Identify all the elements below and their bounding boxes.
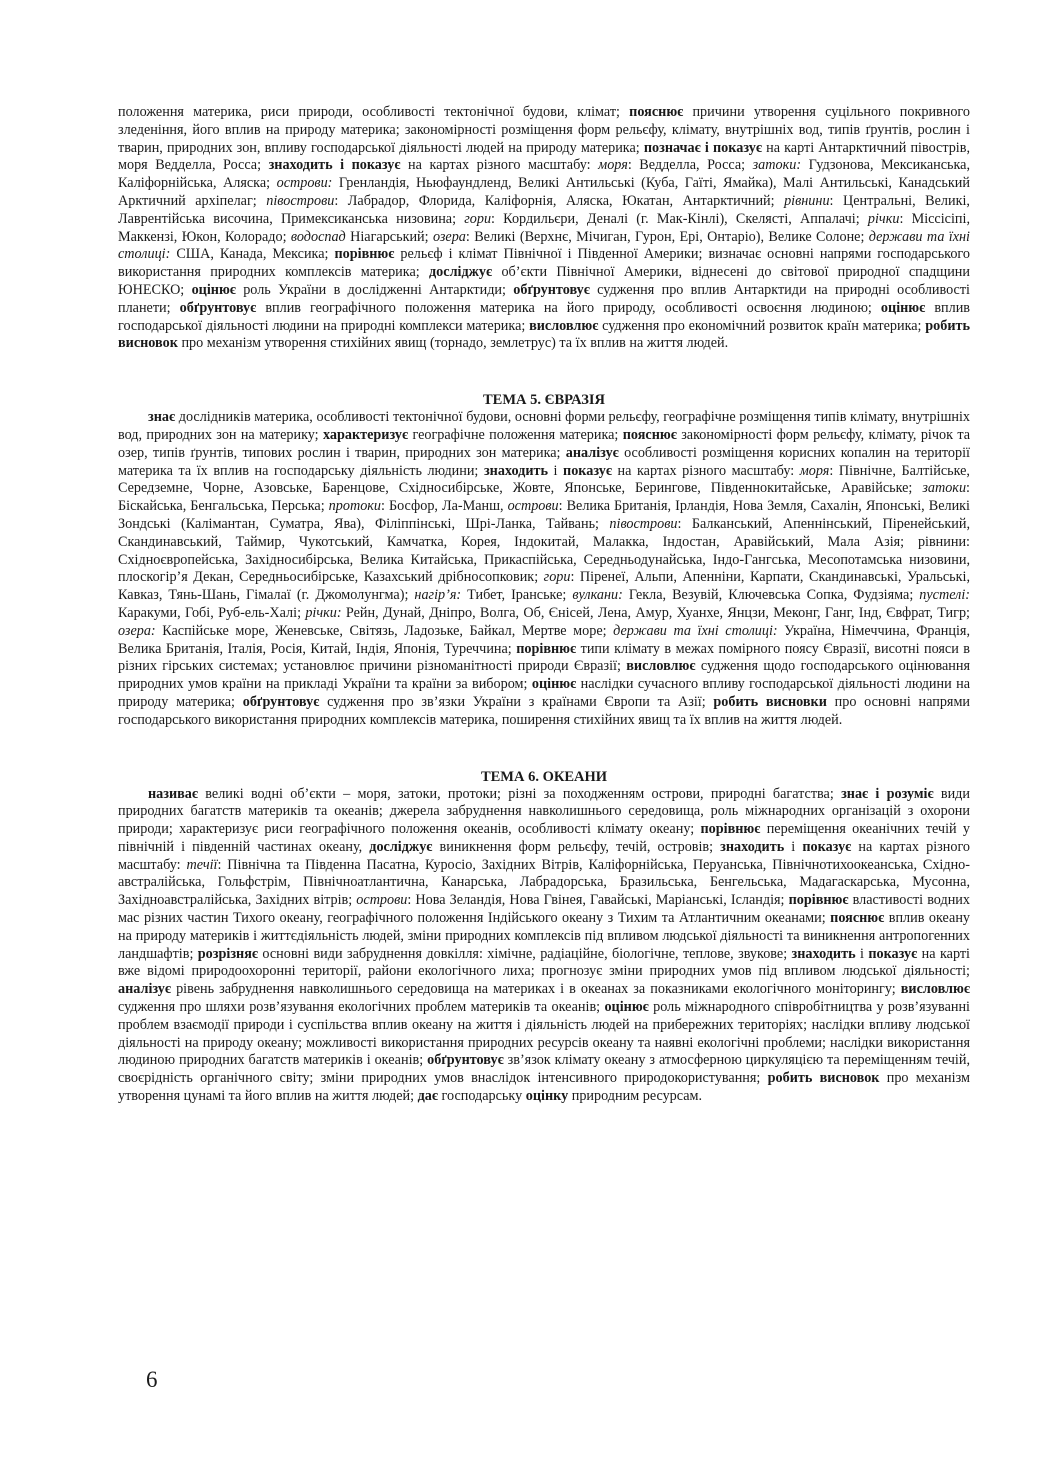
italic-term: течії [186, 856, 218, 873]
bold-term: показує [563, 462, 612, 479]
bold-term: знає [148, 409, 176, 426]
bold-term: оцінює [880, 299, 926, 316]
bold-term: знаходить [720, 838, 785, 855]
section-6-title: ТЕМА 6. ОКЕАНИ [480, 768, 608, 785]
bold-term: досліджує [429, 264, 493, 281]
italic-term: водоспад [290, 228, 346, 245]
italic-term: держави та їхні столиці: [613, 622, 778, 639]
bold-term: робить висновок [118, 317, 970, 352]
bold-term: висловлює [626, 658, 696, 675]
italic-term: острови [356, 892, 408, 909]
bold-term: дає [417, 1088, 438, 1105]
italic-term: протоки [328, 498, 382, 515]
bold-term: знаходить [791, 945, 856, 962]
bold-term: пояснює [629, 104, 684, 120]
page-content [118, 104, 970, 1106]
bold-term: робить висновки [713, 693, 827, 710]
italic-term: півострови [609, 515, 678, 532]
bold-term: знаходить [483, 462, 548, 479]
italic-term: озера [432, 228, 466, 245]
bold-term: обґрунтовує [513, 281, 590, 298]
italic-term: пустелі: [919, 587, 970, 604]
bold-term: знає і розуміє [841, 785, 934, 802]
italic-term: річки: [305, 604, 342, 621]
bold-term: знаходить і показує [268, 157, 401, 174]
bold-term: обґрунтовує [179, 299, 257, 316]
bold-term: оцінює [191, 281, 236, 298]
bold-term: оцінює [531, 676, 577, 693]
italic-term: моря [598, 157, 628, 174]
bold-term: досліджує [369, 838, 433, 855]
section-5-paragraph: знає дослідників материка, особливості тектонічної будови, основні форми рельєфу, географічне розміщення типів клімату, внутрішніх вод, природних зон на материку; характеризує географічне положення материка; пояснює закономірності форм рельєфу, клімату, річок та озер, типів ґрунтів, типових рослин і тварин, природних зон материка; аналізує особливості розміщення корисних копалин на території материка та їх вплив на господарську діяльність людини; знаходить і показує на картах різного масштабу: моря: Північне, Балтійське, Середземне, Чорне, Азовське, Баренцове, Східносибірське, Жовте, Японське, Берингове, Південнокитайське, Аравійське; затоки: Біскайська, Бенгальська, Перська; протоки: Босфор, Ла-Манш, острови: Велика Британія, Ірландія, Нова Земля, Сахалін, Японські, Великі Зондські (Калімантан, Суматра, Ява), Філіппінські, Шрі-Ланка, Тайвань; півострови: Балканський, Апеннінський, Піренейський, Скандинавський, Таймир, Чукотський, Камчатка, Корея, Індокитай, Малакка, Індостан, Аравійський, Мала Азія; рівнини: Східноєвропейська, Західносибірська, Велика Китайська, Прикаспійська, Середньодунайська, Індо-Гангська, Месопотамська низовини, плоскогір’я Декан, Середньосибірське, Казахський дрібносопковик; гори: Піренеї, Альпи, Апенніни, Карпати, Скандинавські, Уральські, Кавказ, Тянь-Шань, Гімалаї (г. Джомолунгма); нагір’я: Тибет, Іранське; вулкани: Гекла, Везувій, Ключевська Сопка, Фудзіяма; пустелі: Каракуми, Гобі, Руб-ель-Халі; річки: Рейн, Дунай, Дніпро, Волга, Об, Єнісей, Лена, Амур, Хуанхе, Янцзи, Меконг, Ганг, Інд, Євфрат, Тигр; озера: Каспійське море, Женевське, Світязь, Ладозьке, Байкал, Мертве море; держави та їхні столиці: Україна, Німеччина, Франція, Велика Британія, Італія, Росія, Китай, Індія, Японія, Туреччина; порівнює типи клімату в межах помірного поясу Євразії, висотні пояси в різних гірських системах; установлює причини різноманітності природи Євразії; висловлює судження щодо господарського оцінювання природних умов країни на прикладі України та країни за вибором; оцінює наслідки сучасного впливу господарської діяльності людини на природу материка; обґрунтовує судження про зв’язки України з країнами Європи та Азії; робить висновки про основні напрями господарського використання природних комплексів материка, поширення стихійних явищ та їх вплив на життя людей. [118, 409, 971, 728]
bold-term: називає [148, 785, 199, 802]
bold-term: аналізує [565, 444, 619, 461]
bold-term: характеризує [322, 426, 409, 443]
bold-term: обґрунтовує [242, 693, 320, 710]
italic-term: рівнини [784, 192, 830, 209]
bold-term: оцінює [604, 999, 649, 1016]
italic-term: вулкани: [572, 587, 623, 604]
page-number: 6 [146, 1367, 158, 1392]
bold-term: пояснює [830, 910, 885, 927]
bold-term: порівнює [788, 892, 849, 909]
italic-term: нагір’я: [414, 587, 462, 604]
bold-term: робить висновок [767, 1070, 880, 1087]
bold-term: аналізує [118, 981, 172, 998]
italic-term: гори [464, 210, 492, 227]
italic-term: острови [507, 498, 559, 515]
bold-term: позначає і показує [643, 139, 762, 156]
bold-term: пояснює [622, 426, 677, 443]
italic-term: моря [799, 462, 830, 479]
bold-term: показує [868, 945, 918, 962]
italic-term: річки [867, 210, 900, 227]
italic-term: держави та їхні столиці: [118, 228, 970, 263]
italic-term: півострови [266, 192, 335, 209]
bold-term: порівнює [516, 640, 577, 657]
bold-term: показує [802, 838, 852, 855]
bold-term: порівнює [334, 246, 395, 263]
italic-term: гори [543, 569, 571, 586]
bold-term: оцінку [525, 1088, 569, 1105]
bold-term: висловлює [900, 981, 970, 998]
bold-term: порівнює [700, 821, 761, 838]
section-5-title: ТЕМА 5. ЄВРАЗІЯ [482, 392, 605, 409]
bold-term: розрізняє [197, 945, 258, 962]
italic-term: озера: [118, 622, 156, 639]
section-6-paragraph: називає великі водні об’єкти – моря, затоки, протоки; різні за походженням острови, природні багатства; знає і розуміє види природних багатств материків та океанів; джерела забруднення навколишнього середовища, роль міжнародних організацій з охорони природи; характеризує риси географічного положення океанів, особливості клімату океану; порівнює переміщення океанічних течій у північній і південній частинах океану, досліджує виникнення форм рельєфу, течій, островів; знаходить і показує на картах різного масштабу: течії: Північна та Південна Пасатна, Куросіо, Західних Вітрів, Каліфорнійська, Перуанська, Північнотихоокеанська, Східноавстралійська, Гольфстрім, Північноатлантична, Канарська, Лабрадорська, Бразильська, Бенгельська, Мадагаскарська, Мусонна, Західноавстралійська, Західних вітрів; острови: Нова Зеландія, Нова Гвінея, Гавайські, Маріанські, Ісландія; порівнює властивості водних мас різних частин Тихого океану, географічного положення Індійського океану з Тихим та Атлантичним океанами; пояснює вплив океану на природу материків і життєдіяльність людей, зміни природних комплексів під впливом людської діяльності та виникнення антропогенних ландшафтів; розрізняє основні види забруднення довкілля: хімічне, радіаційне, біологічне, теплове, звукове; знаходить і показує на карті вже відомі природоохоронні території, райони екологічного лиха; прогнозує зміни природних умов під впливом людської діяльності; аналізує рівень забруднення навколишнього середовища на материках і в океанах за показниками екологічного моніторингу; висловлює судження про шляхи розв’язування екологічних проблем материків та океанів; оцінює роль міжнародного співробітництва у розв’язуванні проблем взаємодії природи і суспільства вплив океану на життя і діяльність людей на прибережних територіях; наслідки впливу людської діяльності на природу океану; можливості використання природних ресурсів океану та наявні екологічні проблеми; наслідки використання людиною природних багатств материків і океанів; обґрунтовує зв’язок клімату океану з атмосферною циркуляцією та переміщенням течій, своєрідність органічного світу; зміни природних умов внаслідок інтенсивного природокористування; робить висновок про механізм утворення цунамі та його вплив на життя людей; дає господарську оцінку природним ресурсам. [118, 785, 970, 1105]
intro-paragraph: положення материка, риси природи, особливості тектонічної будови, клімат; пояснює причини утворення суцільного покривного зледеніння, його вплив на природу материка; закономірності розміщення форм рельєфу, клімату, внутрішніх вод, типів ґрунтів, рослин і тварин, природних зон, впливу господарської діяльності людей на природу материка; позначає і показує на карті Антарктичний півострів, моря Ведделла, Росса; знаходить і показує на картах різного масштабу: моря: Ведделла, Росса; затоки: Гудзонова, Мексиканська, Каліфорнійська, Аляска; острови: Гренландія, Ньюфаундленд, Великі Антильські (Куба, Гаїті, Ямайка), Малі Антильські, Канадський Арктичний архіпелаг; півострови: Лабрадор, Флорида, Каліфорнія, Аляска, Юкатан, Антарктичний; рівнини: Центральні, Великі, Лаврентійська височина, Примексиканська низовина; гори: Кордильєри, Деналі (г. Мак-Кінлі), Скелясті, Аппалачі; річки: Міссісіпі, Маккензі, Юкон, Колорадо; водоспад Ніагарський; озера: Великі (Верхнє, Мічиган, Гурон, Ері, Онтаріо), Велике Солоне; держави та їхні столиці: США, Канада, Мексика; порівнює рельєф і клімат Північної і Південної Америки; визначає основні напрями господарського використання природних комплексів материка; досліджує об’єкти Північної Америки, віднесені до світової природної спадщини ЮНЕСКО; оцінює роль України в дослідженні Антарктиди; обґрунтовує судження про вплив Антарктиди на природні особливості планети; обґрунтовує вплив географічного положення материка на його природу, особливості освоєння людиною; оцінює вплив господарської діяльності людини на природні комплекси материка; висловлює судження про економічний розвиток країн материка; робить висновок про механізм утворення стихійних явищ (торнадо, землетрус) та їх вплив на життя людей. [118, 104, 971, 352]
italic-term: затоки [922, 480, 967, 497]
italic-term: затоки: [752, 157, 802, 174]
bold-term: висловлює [529, 317, 599, 334]
italic-term: острови: [276, 175, 333, 192]
bold-term: обґрунтовує [427, 1052, 504, 1069]
